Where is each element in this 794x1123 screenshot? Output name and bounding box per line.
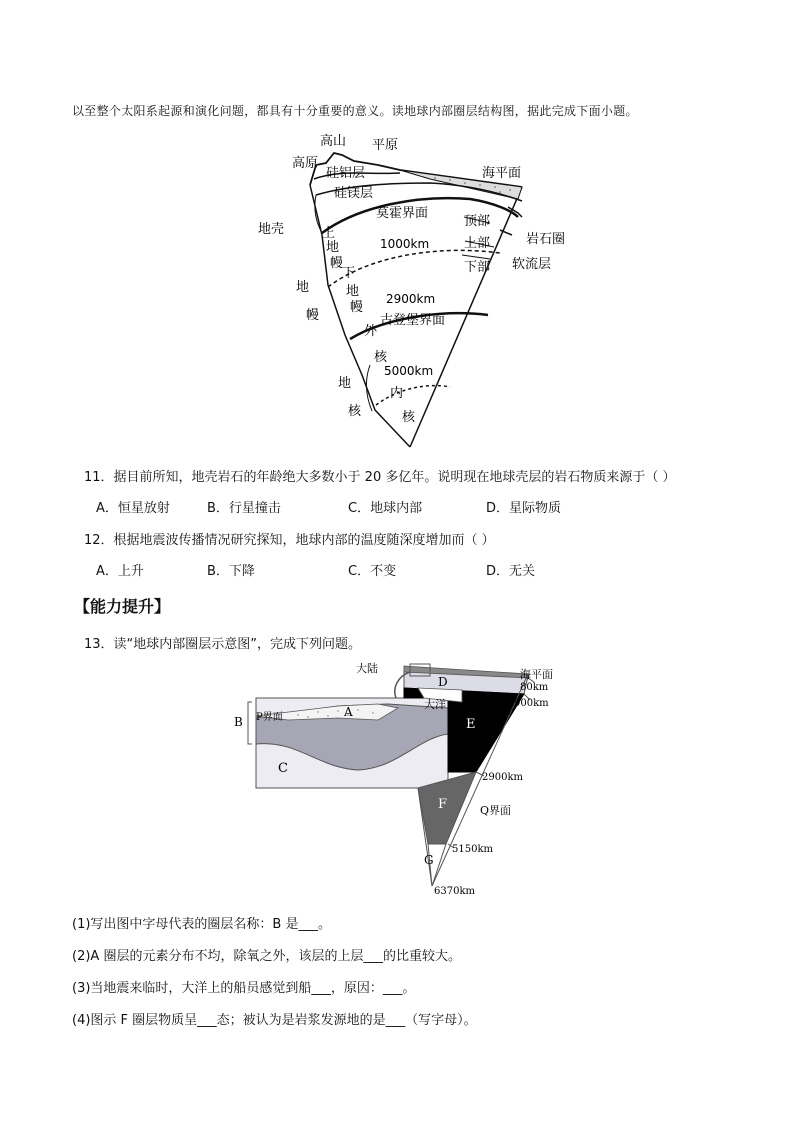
- label-man-lower: 幔: [350, 300, 364, 315]
- earth-structure-diagram: [250, 125, 580, 455]
- label-nei: 内: [390, 386, 404, 401]
- label-guilv: 硅铝层: [326, 166, 366, 181]
- label-900km: 900km: [514, 698, 549, 709]
- label-diman-di: 地: [296, 280, 310, 295]
- label-wai: 外: [364, 324, 378, 339]
- q13-sub1: (1)写出图中字母代表的圈层名称：B 是___。: [72, 917, 331, 932]
- 5000km-line: [376, 386, 450, 405]
- label-xiabu: 下部: [464, 260, 491, 275]
- b-bracket: [248, 702, 252, 744]
- q12-option-a[interactable]: A．上升: [96, 564, 144, 579]
- label-dihe-di: 地: [338, 376, 352, 391]
- label-dingbu: 顶部: [464, 214, 491, 229]
- label-ruanliu: 软流层: [512, 257, 552, 272]
- question-13: 13．读“地球内部圈层示意图”，完成下列问题。: [84, 637, 362, 652]
- label-di-upper: 地: [326, 240, 340, 255]
- label-d2900: 2900km: [386, 292, 436, 306]
- label-yanshiquan: 岩石圈: [526, 232, 566, 247]
- label-d1000: 1000km: [380, 237, 430, 251]
- question-12: 12．根据地震波传播情况研究探知，地球内部的温度随深度增加而（ ）: [84, 533, 495, 548]
- label-80km: 80km: [520, 682, 549, 693]
- label-pingyuan: 平原: [372, 138, 399, 153]
- label-shangbu: 上部: [464, 236, 491, 251]
- label-5150km: 5150km: [452, 844, 493, 855]
- q11-option-a[interactable]: A．恒星放射: [96, 501, 170, 516]
- label-dihe-he: 核: [348, 404, 362, 419]
- label-shang: 上: [322, 226, 336, 241]
- label-gaoshan: 高山: [320, 134, 347, 149]
- label-moho: 莫霍界面: [376, 206, 429, 221]
- q13-sub4: (4)图示 F 圈层物质呈___态；被认为是岩浆发源地的是___（写字母）。: [72, 1013, 477, 1028]
- label-neihe: 核: [402, 410, 416, 425]
- label-qjiemian: Q界面: [480, 804, 512, 817]
- q11-option-d[interactable]: D．星际物质: [486, 501, 562, 516]
- q13-sub3: (3)当地震来临时，大洋上的船员感觉到船___，原因：___。: [72, 981, 416, 996]
- crust-brace: [315, 195, 322, 233]
- label-xia: 下: [342, 266, 356, 281]
- label-E: E: [466, 717, 476, 732]
- label-gaoyuan: 高原: [292, 156, 319, 171]
- q11-option-c[interactable]: C．地球内部: [348, 501, 423, 516]
- label-2900km: 2900km: [482, 772, 523, 783]
- label-dayang: 大洋: [424, 698, 446, 711]
- section-title: 【能力提升】: [74, 597, 171, 616]
- label-gutenberg: 古登堡界面: [380, 313, 446, 328]
- label-F: F: [438, 797, 448, 812]
- q12-option-d[interactable]: D．无关: [486, 564, 536, 579]
- label-dalu: 大陆: [356, 662, 378, 675]
- question-11: 11．据目前所知，地壳岩石的年龄绝大多数小于 20 多亿年。说明现在地球壳层的岩石物质来源于（ ）: [84, 470, 676, 485]
- label-man-upper: 幔: [330, 256, 344, 271]
- label-diman-man: 幔: [306, 308, 320, 323]
- label-B: B: [234, 715, 243, 729]
- label-C: C: [278, 761, 288, 776]
- label-d5000: 5000km: [384, 364, 434, 378]
- q13-sub2: (2)A 圈层的元素分布不均，除氧之外，该层的上层___的比重较大。: [72, 949, 461, 964]
- label-diqiao: 地壳: [258, 222, 285, 237]
- q12-option-b[interactable]: B．下降: [207, 564, 255, 579]
- label-guimei: 硅镁层: [334, 186, 374, 201]
- label-D: D: [438, 675, 448, 689]
- label-G: G: [424, 853, 434, 867]
- q12-option-c[interactable]: C．不变: [348, 564, 397, 579]
- label-pjiemian: P界面: [256, 712, 283, 723]
- label-haipingmian: 海平面: [482, 166, 522, 181]
- earth-layers-diagram: [228, 658, 568, 898]
- label-A: A: [344, 705, 353, 719]
- label-di-lower: 地: [346, 284, 360, 299]
- label-he-outer: 核: [374, 350, 388, 365]
- label-haipingmian2: 海平面: [520, 668, 553, 681]
- intro-text: 以至整个太阳系起源和演化问题，都具有十分重要的意义。读地球内部圈层结构图，据此完成下面小题。: [72, 104, 638, 118]
- label-6370km: 6370km: [434, 886, 475, 897]
- q11-option-b[interactable]: B．行星撞击: [207, 501, 281, 516]
